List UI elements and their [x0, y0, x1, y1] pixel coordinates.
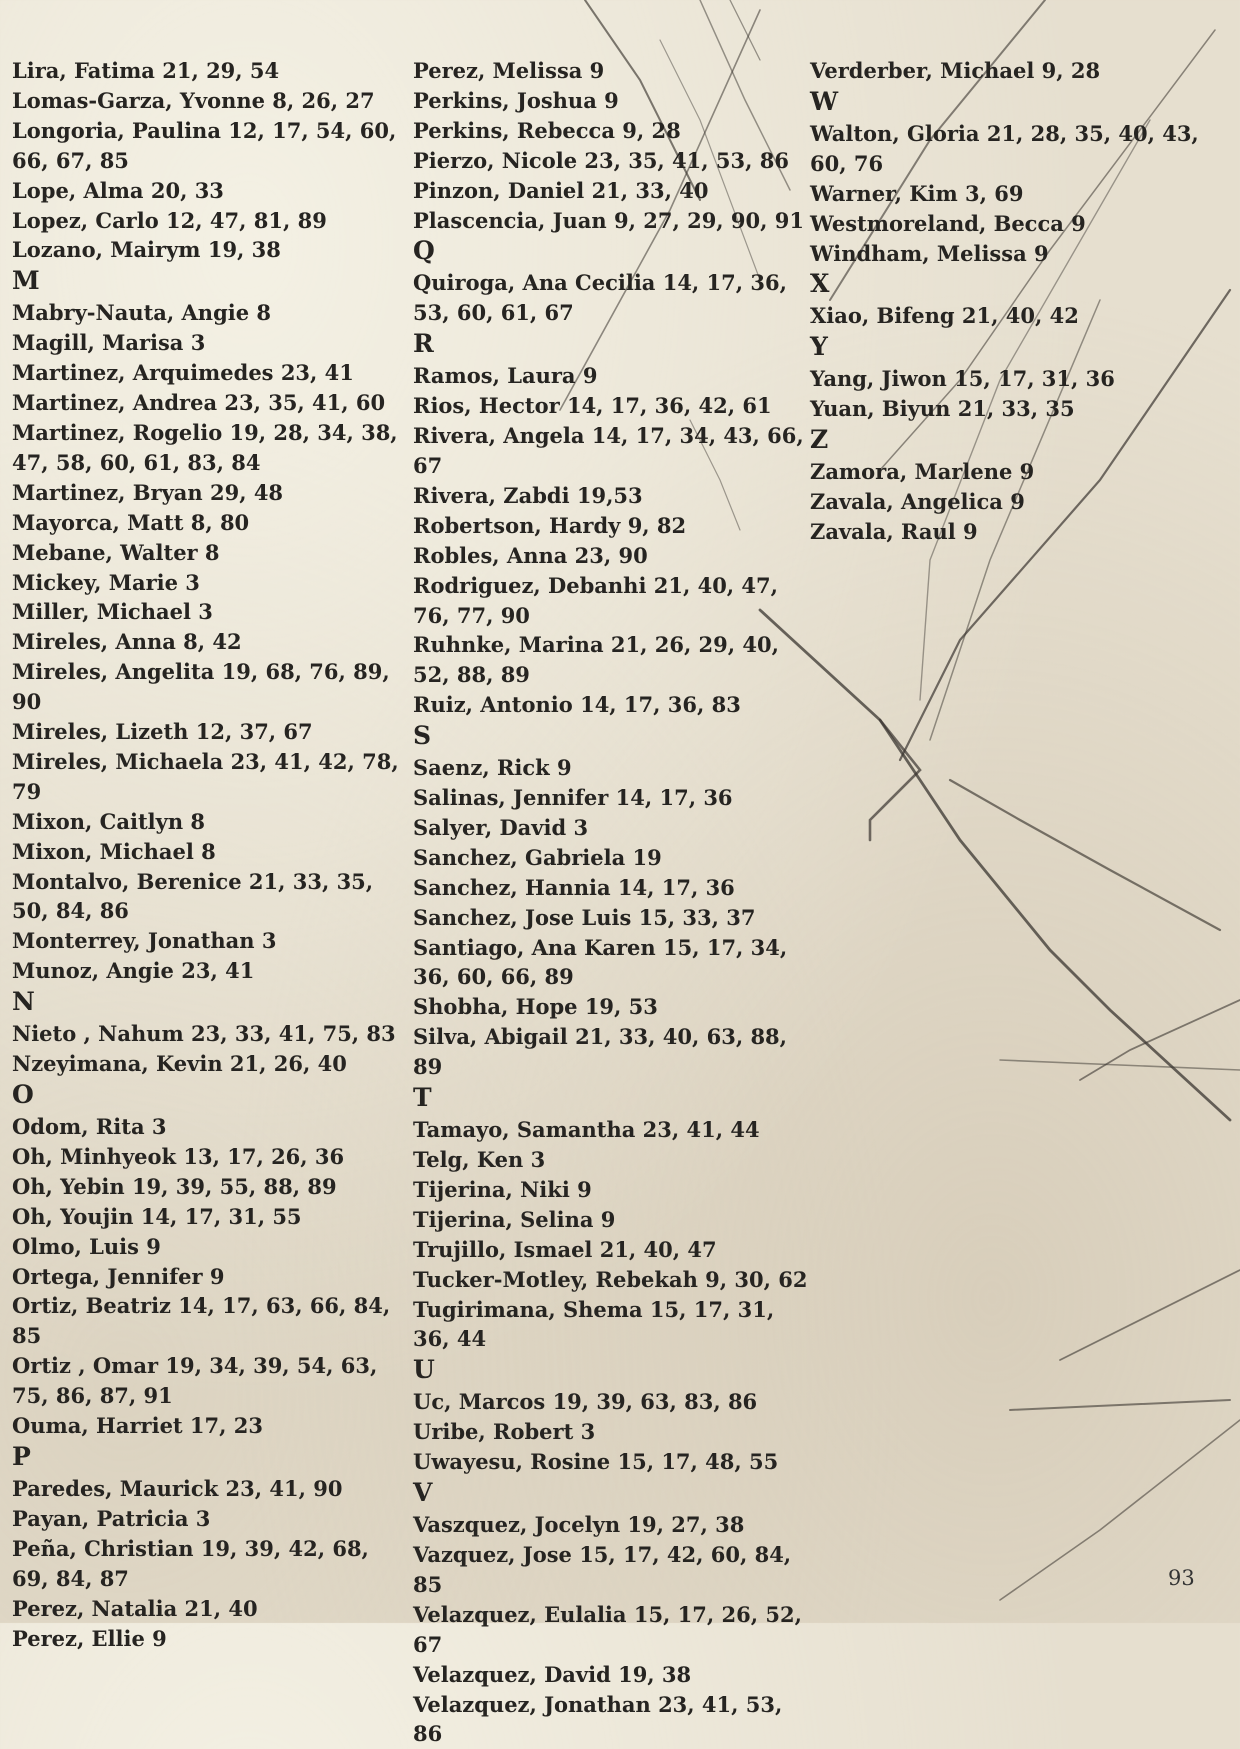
section-letter: P	[12, 1440, 407, 1474]
index-entry: Trujillo, Ismael 21, 40, 47	[413, 1235, 813, 1265]
index-entry: Sanchez, Jose Luis 15, 33, 37	[413, 903, 813, 933]
section-letter: S	[413, 719, 813, 753]
section-letter: V	[413, 1476, 813, 1510]
index-entry: Lope, Alma 20, 33	[12, 176, 407, 206]
index-entry: Robles, Anna 23, 90	[413, 541, 813, 571]
index-entry: Peña, Christian 19, 39, 42, 68, 69, 84, 87	[12, 1534, 407, 1594]
index-entry: Mixon, Michael 8	[12, 837, 407, 867]
index-entry: Tugirimana, Shema 15, 17, 31, 36, 44	[413, 1295, 813, 1355]
index-entry: Lomas-Garza, Yvonne 8, 26, 27	[12, 86, 407, 116]
index-entry: Lozano, Mairym 19, 38	[12, 235, 407, 265]
index-entry: Longoria, Paulina 12, 17, 54, 60, 66, 67, 85	[12, 116, 407, 176]
index-entry: Xiao, Bifeng 21, 40, 42	[810, 301, 1210, 331]
index-entry: Zamora, Marlene 9	[810, 457, 1210, 487]
index-entry: Ruiz, Antonio 14, 17, 36, 83	[413, 690, 813, 720]
section-letter: Y	[810, 330, 1210, 364]
index-entry: Rivera, Zabdi 19,53	[413, 481, 813, 511]
index-entry: Magill, Marisa 3	[12, 328, 407, 358]
index-entry: Oh, Youjin 14, 17, 31, 55	[12, 1202, 407, 1232]
index-entry: Mickey, Marie 3	[12, 568, 407, 598]
index-entry: Perkins, Joshua 9	[413, 86, 813, 116]
index-entry: Warner, Kim 3, 69	[810, 179, 1210, 209]
index-entry: Plascencia, Juan 9, 27, 29, 90, 91	[413, 206, 813, 236]
index-entry: Yuan, Biyun 21, 33, 35	[810, 394, 1210, 424]
index-entry: Perkins, Rebecca 9, 28	[413, 116, 813, 146]
index-entry: Vaszquez, Jocelyn 19, 27, 38	[413, 1510, 813, 1540]
index-entry: Miller, Michael 3	[12, 597, 407, 627]
index-entry: Nzeyimana, Kevin 21, 26, 40	[12, 1049, 407, 1079]
index-entry: Walton, Gloria 21, 28, 35, 40, 43, 60, 76	[810, 119, 1210, 179]
index-entry: Telg, Ken 3	[413, 1145, 813, 1175]
index-entry: Martinez, Rogelio 19, 28, 34, 38, 47, 58, 60, 61, 83, 84	[12, 418, 407, 478]
index-entry: Mabry-Nauta, Angie 8	[12, 298, 407, 328]
index-entry: Ortega, Jennifer 9	[12, 1262, 407, 1292]
index-entry: Munoz, Angie 23, 41	[12, 956, 407, 986]
section-letter: T	[413, 1081, 813, 1115]
index-entry: Silva, Abigail 21, 33, 40, 63, 88, 89	[413, 1022, 813, 1082]
index-entry: Velazquez, David 19, 38	[413, 1660, 813, 1690]
index-entry: Velazquez, Jonathan 23, 41, 53, 86	[413, 1690, 813, 1749]
index-entry: Rivera, Angela 14, 17, 34, 43, 66, 67	[413, 421, 813, 481]
index-entry: Uwayesu, Rosine 15, 17, 48, 55	[413, 1447, 813, 1477]
index-entry: Pinzon, Daniel 21, 33, 40	[413, 176, 813, 206]
index-entry: Westmoreland, Becca 9	[810, 209, 1210, 239]
index-entry: Mireles, Michaela 23, 41, 42, 78, 79	[12, 747, 407, 807]
index-column-2	[413, 56, 813, 1749]
index-entry: Windham, Melissa 9	[810, 239, 1210, 269]
index-entry: Mireles, Anna 8, 42	[12, 627, 407, 657]
index-entry: Salinas, Jennifer 14, 17, 36	[413, 783, 813, 813]
index-entry: Quiroga, Ana Cecilia 14, 17, 36, 53, 60, 61, 67	[413, 268, 813, 328]
index-entry: Zavala, Angelica 9	[810, 487, 1210, 517]
index-entry: Tijerina, Selina 9	[413, 1205, 813, 1235]
index-entry: Ruhnke, Marina 21, 26, 29, 40, 52, 88, 89	[413, 630, 813, 690]
section-letter: Q	[413, 234, 813, 268]
index-entry: Saenz, Rick 9	[413, 753, 813, 783]
index-column-3	[810, 56, 1210, 547]
section-letter: N	[12, 985, 407, 1019]
index-entry: Tamayo, Samantha 23, 41, 44	[413, 1115, 813, 1145]
index-entry: Mixon, Caitlyn 8	[12, 807, 407, 837]
index-entry: Lopez, Carlo 12, 47, 81, 89	[12, 206, 407, 236]
index-entry: Shobha, Hope 19, 53	[413, 992, 813, 1022]
index-entry: Ramos, Laura 9	[413, 361, 813, 391]
index-entry: Tucker-Motley, Rebekah 9, 30, 62	[413, 1265, 813, 1295]
index-entry: Tijerina, Niki 9	[413, 1175, 813, 1205]
index-entry: Santiago, Ana Karen 15, 17, 34, 36, 60, 66, 89	[413, 933, 813, 993]
section-letter: X	[810, 267, 1210, 301]
index-entry: Olmo, Luis 9	[12, 1232, 407, 1262]
index-entry: Mireles, Lizeth 12, 37, 67	[12, 717, 407, 747]
page-number: 93	[1168, 1566, 1195, 1590]
index-entry: Paredes, Maurick 23, 41, 90	[12, 1474, 407, 1504]
index-entry: Sanchez, Hannia 14, 17, 36	[413, 873, 813, 903]
index-entry: Ortiz , Omar 19, 34, 39, 54, 63, 75, 86, 87, 91	[12, 1351, 407, 1411]
section-letter: R	[413, 327, 813, 361]
index-entry: Lira, Fatima 21, 29, 54	[12, 56, 407, 86]
index-entry: Salyer, David 3	[413, 813, 813, 843]
index-entry: Monterrey, Jonathan 3	[12, 926, 407, 956]
index-entry: Mebane, Walter 8	[12, 538, 407, 568]
index-entry: Rodriguez, Debanhi 21, 40, 47, 76, 77, 90	[413, 571, 813, 631]
index-entry: Martinez, Bryan 29, 48	[12, 478, 407, 508]
index-entry: Perez, Ellie 9	[12, 1624, 407, 1654]
index-entry: Velazquez, Eulalia 15, 17, 26, 52, 67	[413, 1600, 813, 1660]
section-letter: W	[810, 85, 1210, 119]
index-entry: Sanchez, Gabriela 19	[413, 843, 813, 873]
index-entry: Verderber, Michael 9, 28	[810, 56, 1210, 86]
index-entry: Mireles, Angelita 19, 68, 76, 89, 90	[12, 657, 407, 717]
index-entry: Rios, Hector 14, 17, 36, 42, 61	[413, 391, 813, 421]
index-entry: Ortiz, Beatriz 14, 17, 63, 66, 84, 85	[12, 1291, 407, 1351]
section-letter: O	[12, 1078, 407, 1112]
index-entry: Nieto , Nahum 23, 33, 41, 75, 83	[12, 1019, 407, 1049]
index-entry: Yang, Jiwon 15, 17, 31, 36	[810, 364, 1210, 394]
index-entry: Perez, Natalia 21, 40	[12, 1594, 407, 1624]
index-entry: Mayorca, Matt 8, 80	[12, 508, 407, 538]
index-entry: Odom, Rita 3	[12, 1112, 407, 1142]
index-entry: Robertson, Hardy 9, 82	[413, 511, 813, 541]
index-entry: Ouma, Harriet 17, 23	[12, 1411, 407, 1441]
index-entry: Martinez, Andrea 23, 35, 41, 60	[12, 388, 407, 418]
section-letter: U	[413, 1353, 813, 1387]
index-entry: Martinez, Arquimedes 23, 41	[12, 358, 407, 388]
index-entry: Payan, Patricia 3	[12, 1504, 407, 1534]
index-entry: Uc, Marcos 19, 39, 63, 83, 86	[413, 1387, 813, 1417]
index-entry: Perez, Melissa 9	[413, 56, 813, 86]
section-letter: M	[12, 264, 407, 298]
index-column-1	[12, 56, 407, 1653]
index-entry: Pierzo, Nicole 23, 35, 41, 53, 86	[413, 146, 813, 176]
index-entry: Montalvo, Berenice 21, 33, 35, 50, 84, 86	[12, 867, 407, 927]
index-entry: Oh, Yebin 19, 39, 55, 88, 89	[12, 1172, 407, 1202]
index-entry: Vazquez, Jose 15, 17, 42, 60, 84, 85	[413, 1540, 813, 1600]
index-entry: Uribe, Robert 3	[413, 1417, 813, 1447]
index-entry: Oh, Minhyeok 13, 17, 26, 36	[12, 1142, 407, 1172]
section-letter: Z	[810, 423, 1210, 457]
index-entry: Zavala, Raul 9	[810, 517, 1210, 547]
